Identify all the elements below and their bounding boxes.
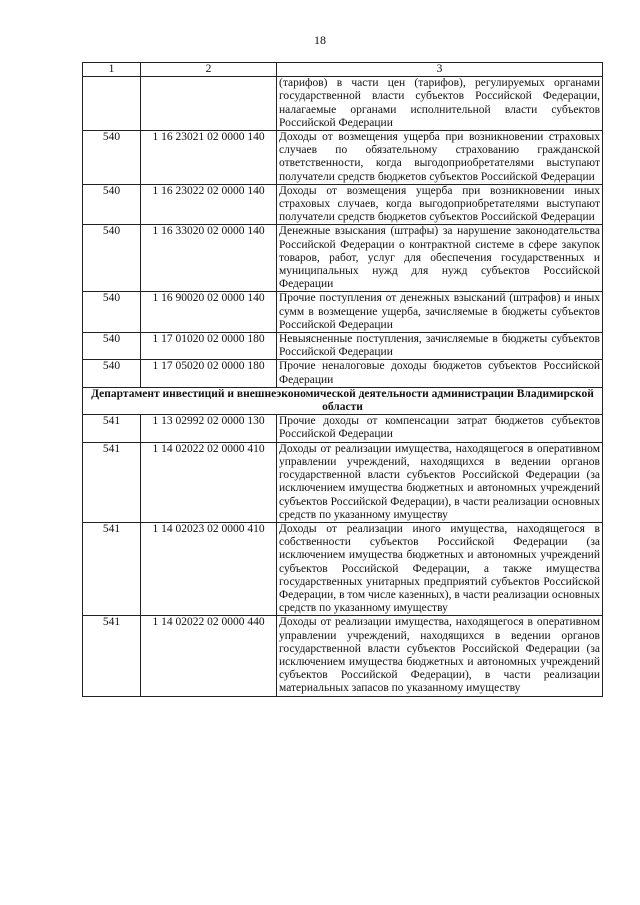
table-row	[83, 292, 603, 333]
description-cell: Прочие неналоговые доходы бюджетов субъектов Российской Федерации	[277, 360, 603, 387]
column-header-1: 1	[83, 63, 141, 77]
budget-code-cell: 1 16 23021 02 0000 140	[141, 131, 277, 185]
table-row	[83, 616, 603, 696]
table-row	[83, 131, 603, 185]
admin-code-cell: 540	[83, 333, 141, 360]
column-header-3: 3	[277, 63, 603, 77]
description-cell: Прочие поступления от денежных взысканий (штрафов) и иных сумм в возмещение ущерба, зачисляемые в бюджеты субъектов Российской Федерации	[277, 292, 603, 333]
description-cell: Доходы от возмещения ущерба при возникновении страховых случаев по обязательному страхованию гражданской ответственности, когда выгодоприобретателями выступают получатели средств бюджетов субъектов Российской Федерации	[277, 131, 603, 185]
budget-code-cell: 1 17 05020 02 0000 180	[141, 360, 277, 387]
budget-code-cell: 1 14 02022 02 0000 440	[141, 616, 277, 696]
admin-code-cell: 541	[83, 522, 141, 615]
admin-code-cell: 540	[83, 360, 141, 387]
table-row	[83, 522, 603, 615]
budget-code-cell: 1 16 90020 02 0000 140	[141, 292, 277, 333]
admin-code-cell	[83, 77, 141, 131]
table-row	[83, 415, 603, 442]
admin-code-cell: 540	[83, 184, 141, 225]
budget-code-cell: 1 14 02022 02 0000 410	[141, 442, 277, 522]
admin-code-cell: 540	[83, 292, 141, 333]
column-header-2: 2	[141, 63, 277, 77]
description-cell: Прочие доходы от компенсации затрат бюджетов субъектов Российской Федерации	[277, 415, 603, 442]
table-row	[83, 184, 603, 225]
admin-code-cell: 541	[83, 442, 141, 522]
description-cell: Доходы от реализации имущества, находящегося в оперативном управлении учреждений, находящихся в ведении органов государственной власти субъектов Российской Федерации (за исключением имущества бюджетных и автономных учреждений субъектов Российской Федерации), в части реализации основных средств по указанному имуществу	[277, 442, 603, 522]
admin-code-cell: 540	[83, 225, 141, 292]
budget-code-cell: 1 13 02992 02 0000 130	[141, 415, 277, 442]
budget-code-cell: 1 17 01020 02 0000 180	[141, 333, 277, 360]
section-title: Департамент инвестиций и внешнеэкономической деятельности администрации Владимирской области	[83, 387, 603, 414]
revenue-codes-table	[82, 62, 603, 697]
description-cell: Доходы от возмещения ущерба при возникновении иных страховых случаев, когда выгодоприобретателями выступают получатели средств бюджетов субъектов Российской Федерации	[277, 184, 603, 225]
description-cell: Денежные взыскания (штрафы) за нарушение законодательства Российской Федерации о контрактной системе в сфере закупок товаров, работ, услуг для обеспечения государственных и муниципальных нужд для нужд субъектов Российской Федерации	[277, 225, 603, 292]
table-header-row	[83, 63, 603, 77]
budget-code-cell: 1 14 02023 02 0000 410	[141, 522, 277, 615]
table-body	[83, 63, 603, 697]
table-row	[83, 333, 603, 360]
page-number: 18	[314, 33, 326, 47]
budget-code-cell: 1 16 33020 02 0000 140	[141, 225, 277, 292]
budget-code-cell	[141, 77, 277, 131]
description-cell: Доходы от реализации имущества, находящегося в оперативном управлении учреждений, находящихся в ведении органов государственной власти субъектов Российской Федерации (за исключением имущества бюджетных и автономных учреждений субъектов Российской Федерации), в части реализации материальных запасов по указанному имуществу	[277, 616, 603, 696]
table-row	[83, 360, 603, 387]
description-cell: Доходы от реализации иного имущества, находящегося в собственности субъектов Российской Федерации (за исключением имущества бюджетных и автономных учреждений субъектов Российской Федерации, а также имущества государственных унитарных предприятий субъектов Российской Федерации, в том числе казенных), в части реализации основных средств по указанному имуществу	[277, 522, 603, 615]
section-header-row	[83, 387, 603, 414]
admin-code-cell: 540	[83, 131, 141, 185]
table-row	[83, 442, 603, 522]
admin-code-cell: 541	[83, 616, 141, 696]
admin-code-cell: 541	[83, 415, 141, 442]
table-row	[83, 77, 603, 131]
description-cell: (тарифов) в части цен (тарифов), регулируемых органами государственной власти субъектов Российской Федерации, налагаемые органами исполнительной власти субъектов Российской Федерации	[277, 77, 603, 131]
description-cell: Невыясненные поступления, зачисляемые в бюджеты субъектов Российской Федерации	[277, 333, 603, 360]
budget-code-cell: 1 16 23022 02 0000 140	[141, 184, 277, 225]
table-row	[83, 225, 603, 292]
